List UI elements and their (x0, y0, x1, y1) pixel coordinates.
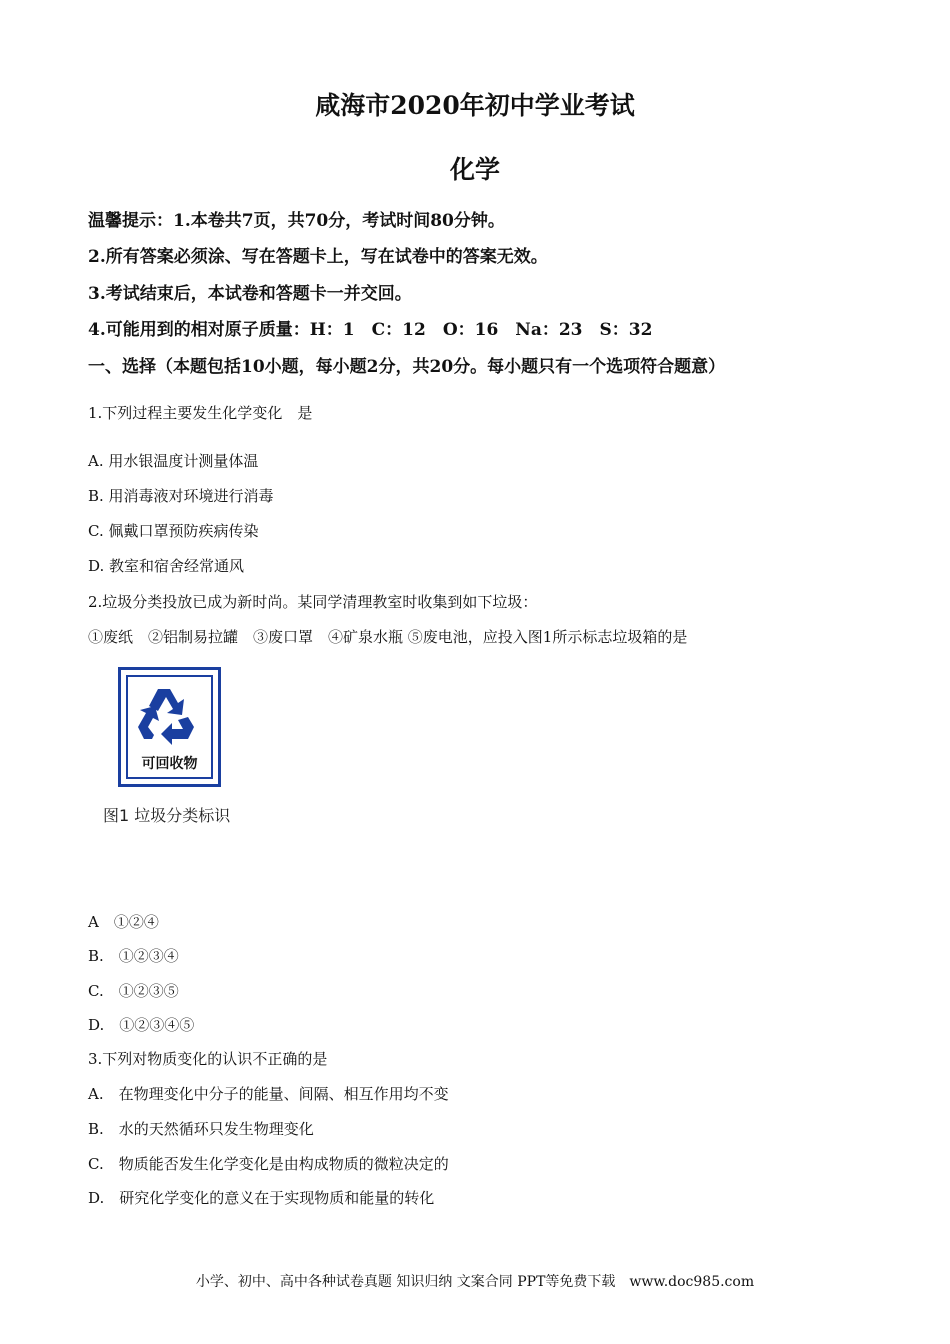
q1-option-b: B. 用消毒液对环境进行消毒 (88, 487, 274, 505)
note-3: 3.考试结束后，本试卷和答题卡一并交回。 (88, 284, 412, 304)
recycle-icon (128, 679, 211, 759)
q3-option-c: C. 物质能否发生化学变化是由构成物质的微粒决定的 (88, 1155, 449, 1173)
section-title: 一、选择（本题包括10小题，每小题2分，共20分。每小题只有一个选项符合题意） (88, 357, 726, 377)
q2-stem: 2.垃圾分类投放已成为新时尚。某同学清理教室时收集到如下垃圾： (88, 593, 538, 611)
recycle-logo (118, 667, 221, 787)
q1-option-d: D. 教室和宿舍经常通风 (88, 557, 245, 575)
exam-title: 咸海市2020年初中学业考试 (315, 91, 635, 120)
q3-option-d: D. 研究化学变化的意义在于实现物质和能量的转化 (88, 1189, 435, 1207)
q2-option-d: D. ①②③④⑤ (88, 1016, 195, 1034)
note-2: 2.所有答案必须涂、写在答题卡上，写在试卷中的答案无效。 (88, 247, 548, 267)
note-1: 温馨提示：1.本卷共7页，共70分，考试时间80分钟。 (88, 211, 505, 231)
q1-option-a: A. 用水银温度计测量体温 (88, 452, 259, 470)
q3-stem: 3.下列对物质变化的认识不正确的是 (88, 1050, 328, 1068)
figure-caption: 图1 垃圾分类标识 (103, 806, 231, 825)
q2-option-b: B. ①②③④ (88, 947, 179, 965)
page-footer: 小学、初中、高中各种试卷真题 知识归纳 文案合同 PPT等免费下载 www.doc985.com (195, 1274, 755, 1290)
q3-option-b: B. 水的天然循环只发生物理变化 (88, 1120, 314, 1138)
q3-option-a: A. 在物理变化中分子的能量、间隔、相互作用均不变 (88, 1085, 449, 1103)
q2-option-c: C. ①②③⑤ (88, 982, 179, 1000)
subject-title: 化学 (449, 155, 500, 184)
q2-option-a: A ①②④ (88, 913, 159, 931)
q1-option-c: C. 佩戴口罩预防疾病传染 (88, 522, 259, 540)
logo-label: 可回收物 (141, 756, 198, 772)
q1-stem: 1.下列过程主要发生化学变化 是 (88, 404, 313, 422)
q2-items: ①废纸 ②铝制易拉罐 ③废口罩 ④矿泉水瓶 ⑤废电池，应投入图1所示标志垃圾箱的是 (88, 628, 688, 646)
note-4: 4.可能用到的相对原子质量：H：1 C：12 O：16 Na：23 S：32 (88, 320, 653, 340)
